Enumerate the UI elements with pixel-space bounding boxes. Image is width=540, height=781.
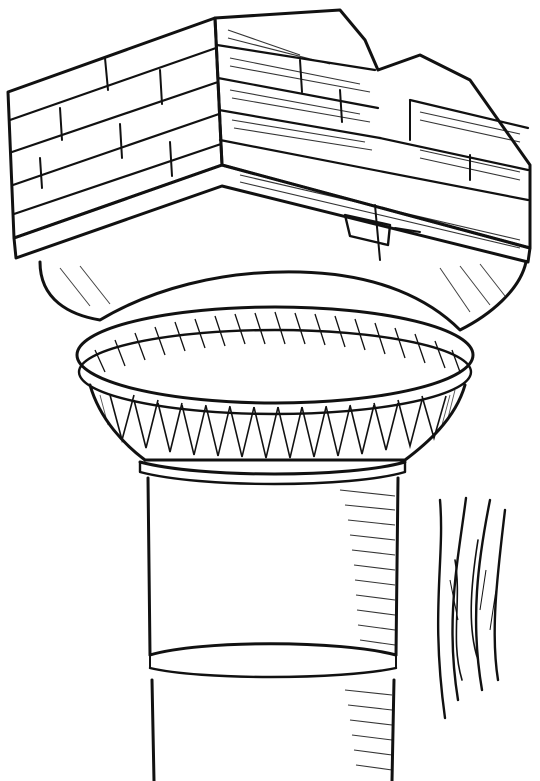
neck-ring (140, 462, 405, 484)
masonry-block (8, 10, 530, 262)
leaf-bell (90, 385, 465, 460)
column-shaft (148, 478, 398, 781)
leaf-detail-inset (438, 498, 505, 718)
capital-cushion (40, 262, 526, 330)
torus-ring (77, 307, 473, 414)
